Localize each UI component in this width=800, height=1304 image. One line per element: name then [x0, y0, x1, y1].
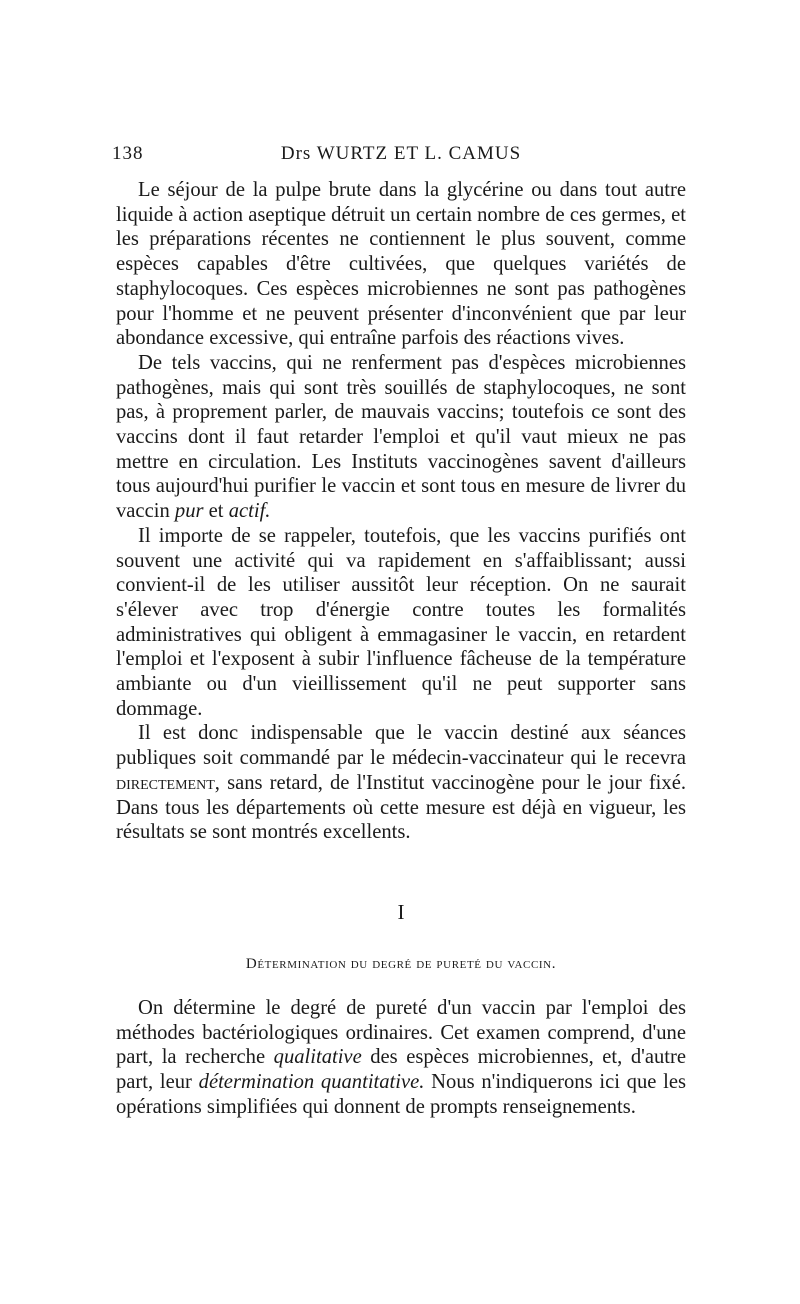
paragraph-text: Il est donc indispensable que le vaccin destiné aux séances publiques soit commandé par le médecin-vaccinateur qui le recevra	[116, 722, 686, 770]
paragraph-text: Nous n'indiquerons ici que les opérations simplifiées qui donnent de prompts renseignements.	[116, 1071, 686, 1118]
running-head: Drs WURTZ ET L. CAMUS	[280, 143, 522, 164]
paragraph-text: des espèces microbiennes, et, d'autre part, leur	[116, 1046, 686, 1094]
paragraph: Le séjour de la pulpe brute dans la glycérine ou dans tout autre liquide à action aseptique détruit un certain nombre de ces germes, et les préparations récentes ne contiennent le plus souvent, comme espèces capables d'être cultivées, que quelques variétés de staphylocoques. Ces espèces microbiennes ne sont pas pathogènes pour l'homme et ne peuvent présenter d'inconvénient que par leur abondance excessive, qui entraîne parfois des réactions vives.	[116, 179, 686, 350]
paragraph-text: et	[203, 500, 229, 523]
paragraph: Il importe de se rappeler, toutefois, que les vaccins purifiés ont souvent une activité qui va rapidement en s'affaiblissant; aussi convient-il de les utiliser aussitôt leur réception. On ne saurait s'élever avec trop d'énergie contre toutes les formalités administratives qui obligent à emmagasiner le vaccin, en retardent l'emploi et l'exposent à subir l'influence fâcheuse de la température ambiante ou d'un vieillissement qu'il ne peut supporter sans dommage.	[116, 524, 686, 720]
section-number: I	[397, 900, 405, 924]
paragraph-text: De tels vaccins, qui ne renferment pas d'espèces microbiennes pathogènes, mais qui sont très souillés de staphylocoques, ne sont pas, à proprement parler, de mauvais vaccins; toutefois ce sont des vaccins dont il faut retarder l'emploi et qu'il vaut mieux ne pas mettre en circulation. Les Instituts vaccinogènes savent d'ailleurs tous aujourd'hui purifier le vaccin et sont tous en mesure de livrer du vaccin	[116, 351, 686, 523]
paragraph	[116, 996, 686, 1120]
section-title: Détermination du degré de pureté du vaccin.	[245, 956, 557, 972]
paragraph-text: On détermine le degré de pureté d'un vaccin par l'emploi des méthodes bactériologiques ordinaires. Cet examen comprend, d'une part, la recherche	[116, 997, 686, 1069]
section-body	[116, 996, 686, 1120]
page-header	[112, 143, 690, 167]
italic-term: détermination quantitative.	[198, 1071, 425, 1094]
italic-term: actif.	[228, 500, 271, 523]
body-text	[116, 178, 686, 845]
smallcaps-term: directement	[116, 771, 215, 794]
paragraph-text: , sans retard, de l'Institut vaccinogène pour le jour fixé. Dans tous les départements où cette mesure est déjà en vigueur, les résultats se sont montrés excellents.	[116, 771, 686, 844]
paragraph	[116, 351, 686, 524]
paragraph	[116, 721, 686, 845]
italic-term: qualitative	[273, 1046, 362, 1069]
italic-term: pur	[174, 500, 204, 523]
page-number: 138	[112, 143, 144, 164]
